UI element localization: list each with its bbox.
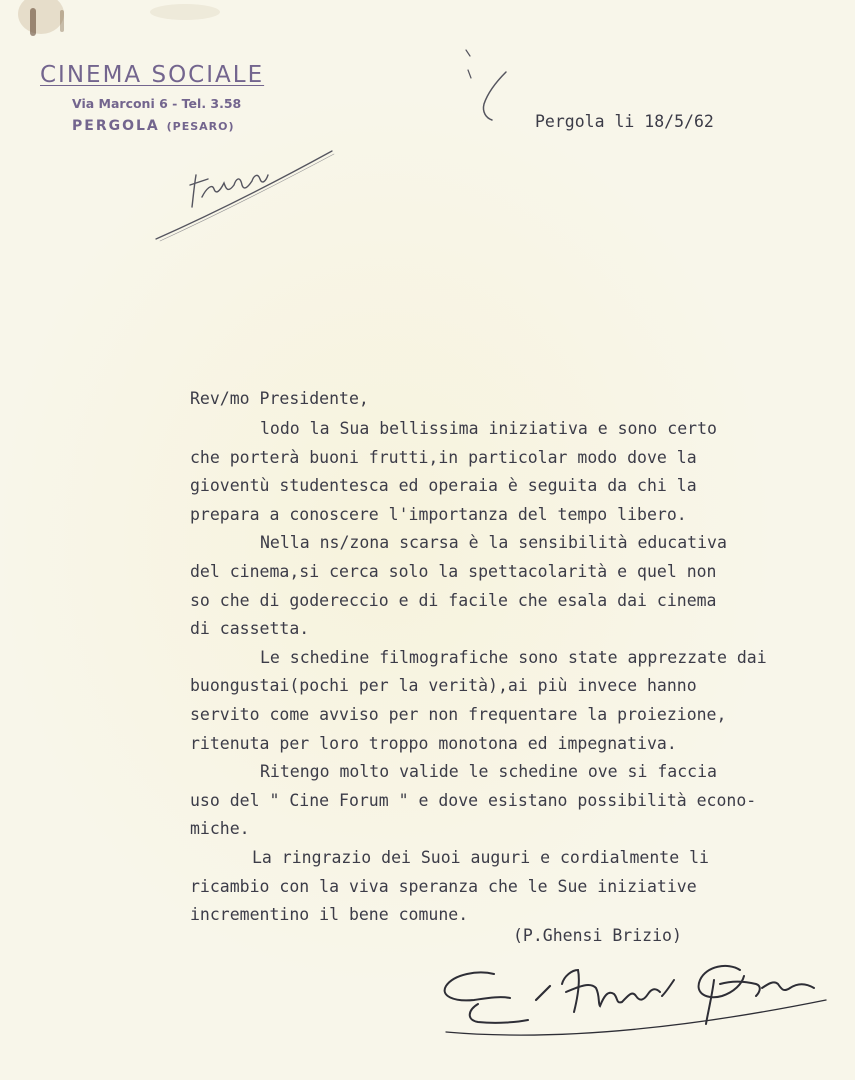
- paragraph: [190, 644, 830, 758]
- text-line: La ringrazio dei Suoi auguri e cordialmente li: [252, 847, 709, 867]
- text-line: gioventù studentesca ed operaia è seguita da chi la: [190, 476, 697, 496]
- letterhead-stamp: [40, 62, 265, 134]
- cinema-city: [72, 118, 235, 134]
- pencil-mark: [462, 46, 518, 130]
- paper-stain: [30, 8, 36, 36]
- text-line: Ritengo molto valide le schedine ove si faccia: [260, 762, 717, 782]
- salutation: Rev/mo Presidente,: [190, 389, 369, 408]
- text-line: servito come avviso per non frequentare la proiezione,: [190, 704, 727, 724]
- closing-name: (P.Ghensi Brizio): [513, 926, 682, 945]
- text-line: lodo la Sua bellissima iniziativa e sono certo: [260, 419, 717, 438]
- text-line: ritenuta per loro troppo monotona ed impegnativa.: [190, 733, 677, 753]
- date-line: Pergola li 18/5/62: [535, 112, 714, 131]
- text-line: ricambio con la viva speranza che le Sue iniziative: [190, 876, 697, 896]
- paragraph: [190, 844, 830, 930]
- handwritten-signature: [438, 940, 838, 1050]
- text-line: di cassetta.: [190, 619, 310, 639]
- text-line: che porterà buoni frutti,in particolar modo dove la: [190, 447, 697, 467]
- text-line: so che di godereccio e di facile che esala dai cinema: [190, 590, 717, 610]
- text-line: buongustai(pochi per la verità),ai più invece hanno: [190, 676, 697, 696]
- text-line: uso del " Cine Forum " e dove esistano possibilità econo-: [190, 790, 757, 810]
- text-line: del cinema,si cerca solo la spettacolarità e quel non: [190, 561, 717, 581]
- paper-stain: [18, 0, 64, 34]
- paper-stain: [150, 4, 220, 20]
- text-line: incrementino il bene comune.: [190, 905, 469, 925]
- cinema-name: CINEMA SOCIALE: [40, 62, 265, 88]
- letter-body: [190, 384, 830, 930]
- text-line: miche.: [190, 819, 250, 839]
- paragraph: [190, 758, 830, 844]
- paragraph: [190, 529, 830, 643]
- city-name: PERGOLA: [72, 118, 160, 134]
- province: (PESARO): [166, 120, 235, 133]
- pencil-annotation: [150, 145, 340, 245]
- paragraph: [190, 415, 830, 529]
- paper-stain: [60, 10, 64, 32]
- text-line: prepara a conoscere l'importanza del tempo libero.: [190, 504, 687, 524]
- text-line: Le schedine filmografiche sono state apprezzate dai: [260, 647, 767, 667]
- cinema-address: Via Marconi 6 - Tel. 3.58: [72, 96, 242, 111]
- text-line: Nella ns/zona scarsa è la sensibilità educativa: [260, 533, 727, 553]
